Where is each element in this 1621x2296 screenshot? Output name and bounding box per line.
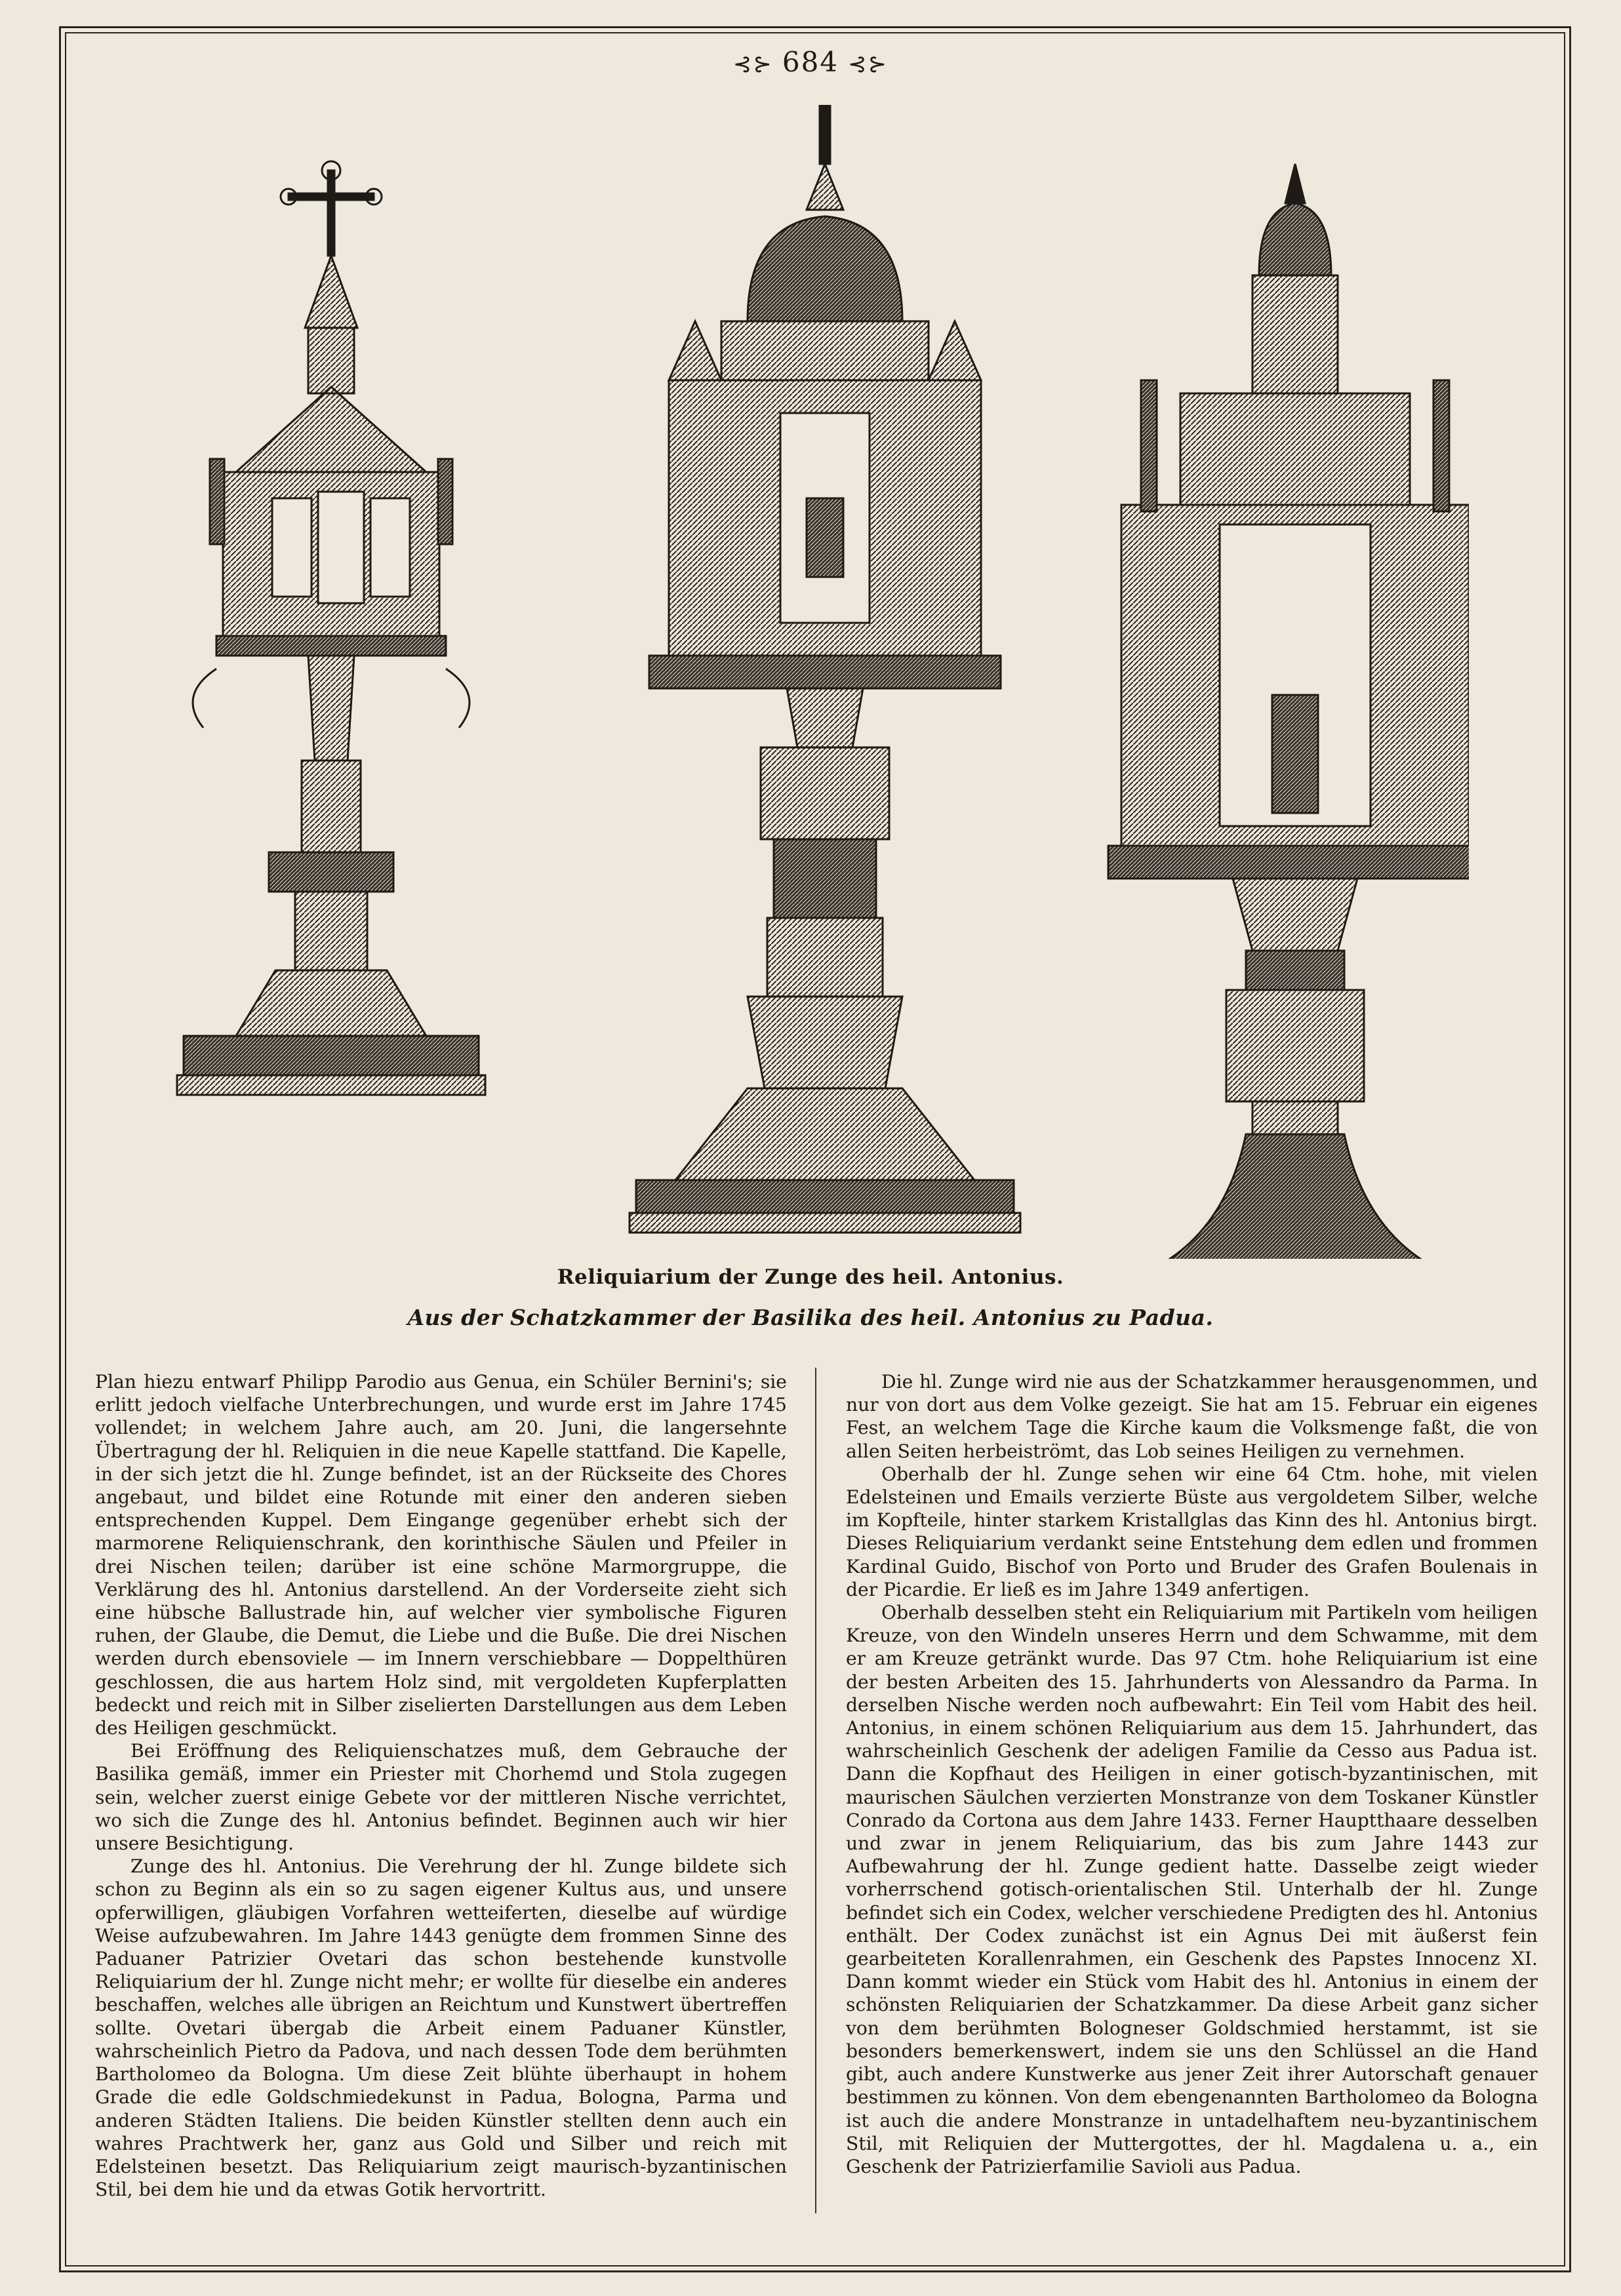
ornament-right-icon: ⊰⊱ bbox=[848, 51, 889, 77]
reliquary-center bbox=[630, 105, 1020, 1233]
paragraph: Oberhalb desselben steht ein Reliquiarium mit Partikeln vom heiligen Kreuze, von den Windeln unseres Herrn und dem Schwamme, mit dem er am Kreuze getränkt wurde. Das 97 Ctm. hohe Reliquiarium ist eine der besten Arbeiten des 15. Jahrhunderts von Alessandro da Parma. In derselben Nische werden noch aufbewahrt: Ein Teil vom Habit des heil. Antonius, in einem schönen Reliquiarium aus dem 15. Jahrhundert, das wahrscheinlich Geschenk der adeligen Familie da Cesso aus Padua ist. Dann die Kopfhaut des Heiligen in einer gotisch-byzantinischen, mit maurischen Säulchen verzierten Monstranze von dem Toskaner Künstler Conrado da Cortona aus dem Jahre 1433. Ferner Hauptthaare desselben und zwar in jenem Reliquiarium, das bis zum Jahre 1443 zur Aufbewahrung der hl. Zunge gedient hatte. Dasselbe zeigt wieder vorherrschend gotisch-orientalischen Stil. Unterhalb der hl. Zunge befindet sich ein Codex, welcher verschiedene Predigten des hl. Antonius enthält. Der Codex zunächst ist ein Agnus Dei mit äußerst fein gearbeiteten Korallenrahmen, ein Geschenk des Papstes Innocenz XI. Dann kommt wieder ein Stück vom Habit des hl. Antonius in einem der schönsten Reliquiarien der Schatzkammer. Da diese Arbeit ganz sicher von dem berühmten Bologneser Goldschmied herstammt, ist sie besonders bemerkenswert, indem sie uns den Schlüssel an die Hand gibt, auch andere Kunstwerke aus jener Zeit ihrer Autorschaft genauer bestimmen zu können. Von dem ebengenannten Bartholomeo da Bologna ist auch die andere Monstranze in untadelhaftem neu-byzantinischem Stil, mit Reliquien der Muttergottes, der hl. Magdalena u. a., ein Geschenk der Patrizierfamilie Savioli aus Padua. bbox=[846, 1602, 1538, 2177]
paragraph: Plan hiezu entwarf Philipp Parodio aus Genua, ein Schüler Bernini's; sie erlitt jedoch vielfache Unterbrechungen, und wurde erst im Jahre 1745 vollendet; in welchem Jahre auch, am 20. Juni, die langersehnte Übertragung der hl. Reliquien in die neue Kapelle stattfand. Die Kapelle, in der sich jetzt die hl. Zunge befindet, ist an der Rückseite des Chores angebaut, und bildet eine Rotunde mit einer den anderen sieben entsprechenden Kuppel. Dem Eingange gegenüber erhebt sich der marmorene Reliquienschrank, den korinthische Säulen und Pfeiler in drei Nischen teilen; darüber ist eine schöne Marmorgruppe, die Verklärung des hl. Antonius darstellend. An der Vorderseite zieht sich eine hübsche Ballustrade hin, auf welcher vier symbolische Figuren ruhen, der Glaube, die Demut, die Liebe und die Buße. Die drei Nischen werden durch ebensoviele — im Innern verschiebbare — Doppelthüren geschlossen, die aus hartem Holz sind, mit vergoldeten Kupferplatten bedeckt und reich mit in Silber ziselierten Darstellungen aus dem Leben des Heiligen geschmückt. bbox=[95, 1371, 787, 1739]
figure-caption-source: Aus der Schatzkammer der Basilika des heil. Antonius zu Padua. bbox=[407, 1305, 1214, 1330]
page-number bbox=[0, 46, 1621, 78]
reliquaries-illustration bbox=[157, 105, 1469, 1259]
paragraph: Die hl. Zunge wird nie aus der Schatzkammer herausgenommen, und nur von dort aus dem Volke gezeigt. Sie hat am 15. Februar ein eigenes Fest, an welchem Tage die Kirche kaum die Volksmenge faßt, die von allen Seiten herbeiströmt, das Lob seines Heiligen zu vernehmen. bbox=[846, 1371, 1538, 1462]
reliquary-right bbox=[1108, 164, 1469, 1259]
figure-caption-main: Reliquiarium der Zunge des heil. Antonius. bbox=[557, 1265, 1064, 1289]
page-number-text: 684 bbox=[782, 46, 839, 78]
ornament-left-icon: ⊰⊱ bbox=[732, 51, 773, 77]
text-column-left bbox=[95, 1370, 787, 2201]
paragraph: Zunge des hl. Antonius. Die Verehrung der hl. Zunge bildete sich schon zu Beginn als ein so zu sagen eigener Kultus aus, und unsere opferwilligen, gläubigen Vorfahren wetteiferten, dieselbe auf würdige Weise aufzubewahren. Im Jahre 1443 genügte dem frommen Sinne des Paduaner Patrizier Ovetari das schon bestehende kunstvolle Reliquiarium der hl. Zunge nicht mehr; er wollte für dieselbe ein anderes beschaffen, welches alle übrigen an Reichtum und Kunstwert übertreffen sollte. Ovetari übergab die Arbeit einem Paduaner Künstler, wahrscheinlich Pietro da Padova, und nach dessen Tode dem berühmten Bartholomeo da Bologna. Um diese Zeit blühte überhaupt in hohem Grade die edle Goldschmiedekunst in Padua, Bologna, Parma und anderen Städten Italiens. Die beiden Künstler stellten denn auch ein wahres Prachtwerk her, ganz aus Gold und Silber und reich mit Edelsteinen besetzt. Das Reliquiarium zeigt maurisch-byzantinischen Stil, bei dem hie und da etwas Gotik hervortritt. bbox=[95, 1855, 787, 2201]
column-divider bbox=[815, 1368, 816, 2213]
paragraph: Bei Eröffnung des Reliquienschatzes muß, dem Gebrauche der Basilika gemäß, immer ein Priester mit Chorhemd und Stola zugegen sein, welcher zuerst einige Gebete vor der mittleren Nische verrichtet, wo sich die Zunge des hl. Antonius befindet. Beginnen auch wir hier unsere Besichtigung. bbox=[95, 1740, 787, 1855]
paragraph: Oberhalb der hl. Zunge sehen wir eine 64 Ctm. hohe, mit vielen Edelsteinen und Emails verzierte Büste aus vergoldetem Silber, welche im Kopfteile, hinter starkem Kristallglas das Kinn des hl. Antonius birgt. Dieses Reliquiarium verdankt seine Entstehung dem edlen und frommen Kardinal Guido, Bischof von Porto und Bruder des Grafen Boulenais in der Picardie. Er ließ es im Jahre 1349 anfertigen. bbox=[846, 1463, 1538, 1600]
text-column-right bbox=[846, 1370, 1538, 2178]
reliquary-left bbox=[177, 161, 485, 1095]
